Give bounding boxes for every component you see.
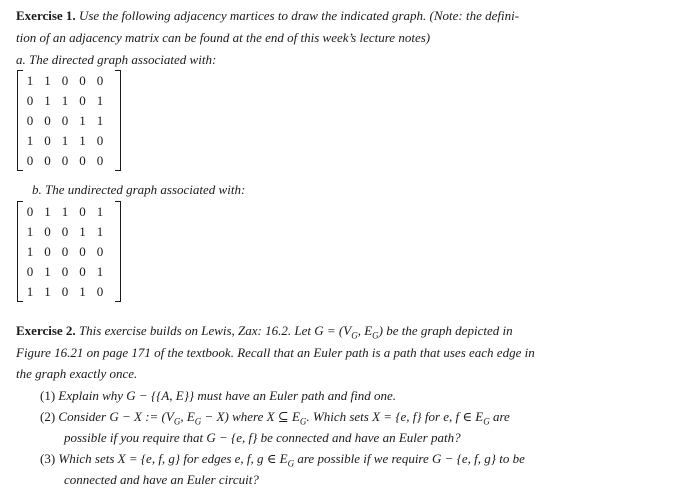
matrix-b-cell: 1 — [96, 264, 104, 279]
item-2-sub-a4: G — [483, 416, 490, 427]
exercise2-item-1 — [40, 387, 396, 405]
matrix-a-cell: 0 — [96, 133, 104, 148]
exercise1-line1 — [16, 7, 519, 25]
exercise1-part-a: a. The directed graph associated with: — [16, 52, 217, 67]
matrix-a-cell: 0 — [79, 93, 86, 108]
item-2-text-a5: are — [489, 409, 510, 424]
matrix-a-cell: 1 — [61, 133, 69, 148]
exercise2-item-2-cont: possible if you require that G − {e, f} be connected and have an Euler path? — [64, 430, 461, 445]
matrix-b-cell: 0 — [61, 264, 69, 279]
matrix-b-cell: 0 — [79, 244, 86, 259]
exercise2-line1-sub2: G — [372, 330, 379, 341]
matrix-b-cell: 1 — [96, 204, 104, 219]
exercise2-item-3 — [40, 450, 525, 473]
matrix-a-cell: 0 — [96, 153, 104, 168]
matrix-b-cell: 1 — [26, 224, 34, 239]
matrix-a-cell: 0 — [44, 153, 51, 168]
matrix-b-row — [17, 222, 121, 242]
matrix-b-cell: 0 — [44, 224, 51, 239]
matrix-b-cell: 1 — [26, 284, 34, 299]
matrix-a-row — [17, 71, 121, 91]
matrix-a-cell: 0 — [26, 93, 34, 108]
matrix-a-cell: 1 — [96, 93, 104, 108]
exercise2-item-2 — [40, 408, 510, 431]
matrix-b-cell: 1 — [44, 284, 51, 299]
matrix-b-cell: 1 — [44, 264, 51, 279]
matrix-a-cell: 1 — [26, 73, 34, 88]
matrix-a-cell: 1 — [79, 113, 86, 128]
exercise1-heading: Exercise 1. — [16, 8, 76, 23]
matrix-b-cell: 0 — [79, 264, 86, 279]
exercise2-line2: Figure 16.21 on page 171 of the textbook. Recall that an Euler path is a path that uses each edge in — [16, 345, 535, 360]
exercise1-text1: Use the following adjacency martices to draw the indicated graph. (Note: the defini- — [78, 8, 520, 23]
matrix-b-cell: 0 — [26, 264, 34, 279]
item-2-text-a1: Consider G − X := (V — [58, 409, 174, 424]
matrix-b-cell: 1 — [79, 224, 86, 239]
matrix-b-row — [17, 202, 121, 222]
matrix-a-cell: 0 — [61, 113, 69, 128]
exercise2-line1-sub1: G — [351, 330, 358, 341]
item-2-sub-a1: G — [173, 416, 181, 427]
matrix-a-row — [17, 151, 121, 171]
adjacency-matrix-a — [17, 70, 121, 171]
matrix-b-cell: 0 — [44, 244, 51, 259]
matrix-b-cell: 0 — [96, 244, 104, 259]
exercise2-line3: the graph exactly once. — [16, 366, 138, 381]
item-3-number: (3) — [40, 451, 56, 466]
matrix-a-cell: 1 — [44, 93, 51, 108]
item-3-text-a1: Which sets X = {e, f, g} for edges e, f, g ∈ E — [58, 451, 288, 466]
item-2-sub-a3: G — [299, 416, 307, 427]
matrix-a-cell: 0 — [79, 73, 86, 88]
matrix-a-cell: 0 — [44, 113, 51, 128]
exercise1-part-b: b. The undirected graph associated with: — [32, 182, 246, 197]
item-2-number: (2) — [40, 409, 56, 424]
matrix-b-cell: 0 — [61, 284, 69, 299]
matrix-a-cell: 0 — [61, 153, 69, 168]
matrix-b-cell: 1 — [44, 204, 51, 219]
item-1-number: (1) — [40, 388, 56, 403]
matrix-a-cell: 0 — [96, 73, 104, 88]
matrix-a-cell: 0 — [79, 153, 86, 168]
matrix-b-row — [17, 282, 121, 302]
matrix-a-cell: 1 — [79, 133, 86, 148]
item-2-sub-a2: G — [194, 416, 202, 427]
matrix-a-cell: 0 — [26, 113, 34, 128]
matrix-b-cell: 0 — [26, 204, 34, 219]
matrix-b-cell: 0 — [96, 284, 104, 299]
matrix-a-cell: 1 — [61, 93, 69, 108]
exercise2-line1-mid: , E — [357, 323, 373, 338]
matrix-a-cell: 1 — [26, 133, 34, 148]
item-3-text-a2: are possible if we require G − {e, f, g} to be — [294, 451, 525, 466]
matrix-a-cell: 0 — [44, 133, 51, 148]
matrix-a-cell: 1 — [44, 73, 51, 88]
matrix-a-row — [17, 131, 121, 151]
exercise2-line1-post: ) be the graph depicted in — [378, 323, 513, 338]
item-2-text-a2: , E — [180, 409, 195, 424]
matrix-a-cell: 0 — [26, 153, 34, 168]
item-3-sub-a1: G — [287, 458, 295, 469]
matrix-b-cell: 0 — [61, 244, 69, 259]
exercise1-line2: tion of an adjacency matrix can be found at the end of this week’s lecture notes) — [16, 30, 431, 45]
exercise2-heading: Exercise 2. — [16, 323, 76, 338]
matrix-b-row — [17, 242, 121, 262]
matrix-a-row — [17, 91, 121, 111]
matrix-a-row — [17, 111, 121, 131]
exercise2-item-3-cont: connected and have an Euler circuit? — [64, 472, 259, 487]
item-1-text: Explain why G − {{A, E}} must have an Euler path and find one. — [58, 388, 396, 403]
matrix-b-cell: 1 — [79, 284, 86, 299]
exercise2-line1 — [16, 322, 513, 345]
matrix-b-cell: 0 — [79, 204, 86, 219]
matrix-b-cell: 1 — [96, 224, 104, 239]
matrix-a-cell: 0 — [61, 73, 69, 88]
item-2-text-a4: . Which sets X = {e, f} for e, f ∈ E — [306, 409, 484, 424]
matrix-a-cell: 1 — [96, 113, 104, 128]
exercise2-line1-pre: This exercise builds on Lewis, Zax: 16.2. Let G = (V — [78, 323, 352, 338]
matrix-b-cell: 1 — [61, 204, 69, 219]
item-2-text-a3: − X) where X ⊆ E — [201, 409, 300, 424]
matrix-b-cell: 1 — [26, 244, 34, 259]
matrix-b-cell: 0 — [61, 224, 69, 239]
adjacency-matrix-b — [17, 201, 121, 302]
matrix-b-row — [17, 262, 121, 282]
